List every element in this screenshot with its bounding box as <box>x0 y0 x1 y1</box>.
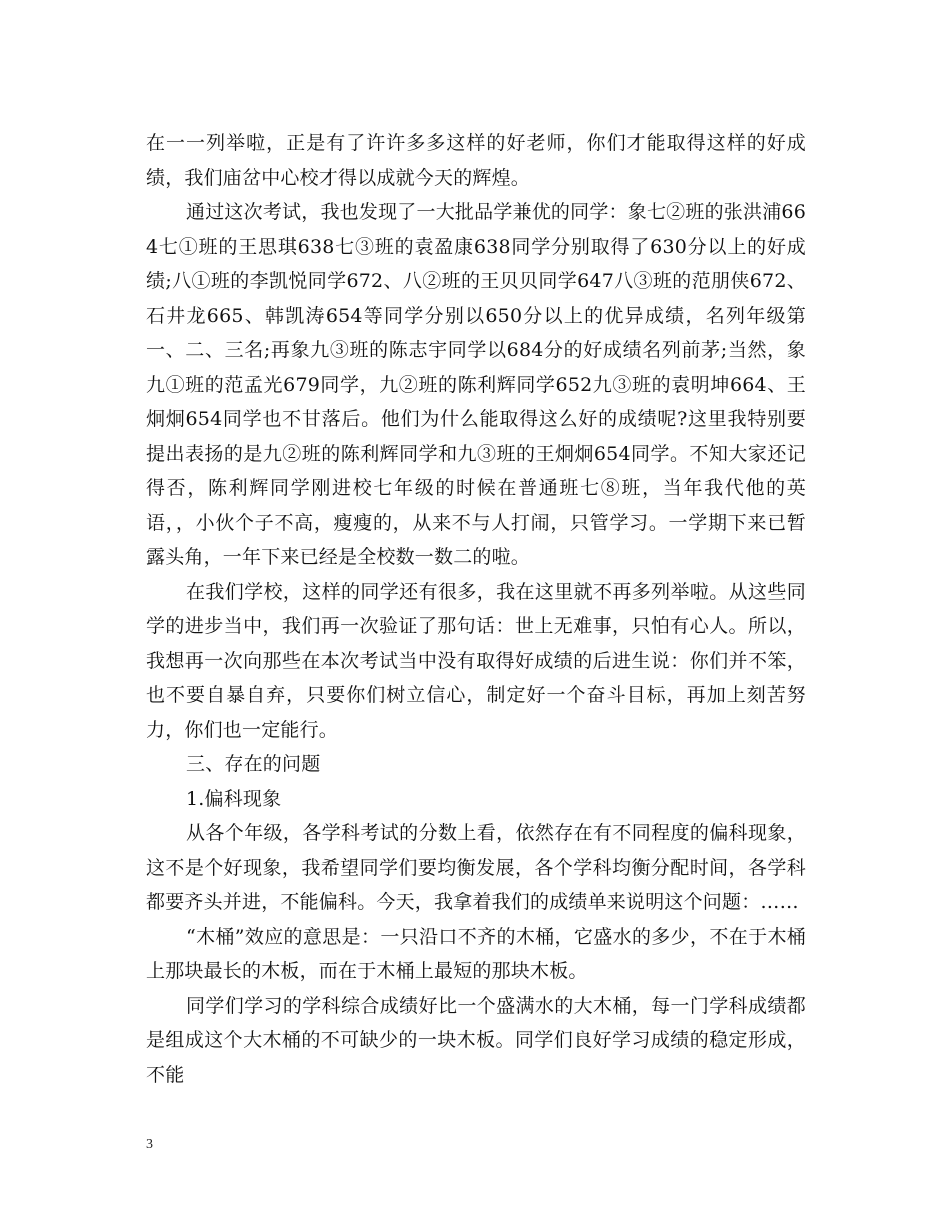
paragraph-8: 同学们学习的学科综合成绩好比一个盛满水的大木桶，每一门学科成绩都是组成这个大木桶的不可缺少的一块木板。同学们良好学习成绩的稳定形成，不能 <box>146 994 806 1086</box>
paragraph-3: 在我们学校，这样的同学还有很多，我在这里就不再多列举啦。从这些同学的进步当中，我们再一次验证了那句话：世上无难事，只怕有心人。所以，我想再一次向那些在本次考试当中没有取得好成绩的后进生说：你们并不笨，也不要自暴自弃，只要你们树立信心，制定好一个奋斗目标，再加上刻苦努力，你们也一定能行。 <box>146 580 806 741</box>
subsection-heading: 1.偏科现象 <box>186 787 282 810</box>
paragraph-6: 从各个年级，各学科考试的分数上看，依然存在有不同程度的偏科现象，这不是个好现象，我希望同学们要均衡发展，各个学科均衡分配时间，各学科都要齐头并进，不能偏科。今天，我拿着我们的成绩单来说明这个问题：…… <box>146 822 806 913</box>
paragraph-7: “木桶”效应的意思是：一只沿口不齐的木桶，它盛水的多少，不在于木桶上那块最长的木板，而在于木桶上最短的那块木板。 <box>146 925 806 982</box>
page-number: 3 <box>146 1137 153 1152</box>
paragraph-1: 在一一列举啦，正是有了许许多多这样的好老师，你们才能取得这样的好成绩，我们庙岔中心校才得以成就今天的辉煌。 <box>146 132 806 189</box>
body-text <box>146 126 806 1092</box>
section-heading: 三、存在的问题 <box>186 753 321 775</box>
paragraph-2: 通过这次考试，我也发现了一大批品学兼优的同学：象七②班的张洪浦664七①班的王思琪638七③班的袁盈康638同学分别取得了630分以上的好成绩;八①班的李凯悦同学672、八②班的王贝贝同学647八③班的范朋侠672、石井龙665、韩凯涛654等同学分别以650分以上的优异成绩，名列年级第一、二、三名;再象九③班的陈志宇同学以684分的好成绩名列前茅;当然，象九①班的范孟光679同学，九②班的陈利辉同学652九③班的袁明坤664、王炯炯654同学也不甘落后。他们为什么能取得这么好的成绩呢?这里我特别要提出表扬的是九②班的陈利辉同学和九③班的王炯炯654同学。不知大家还记得否，陈利辉同学刚进校七年级的时候在普通班七⑧班，当年我代他的英语，，小伙个子不高，瘦瘦的，从来不与人打闹，只管学习。一学期下来已暂露头角，一年下来已经是全校数一数二的啦。 <box>146 201 806 568</box>
